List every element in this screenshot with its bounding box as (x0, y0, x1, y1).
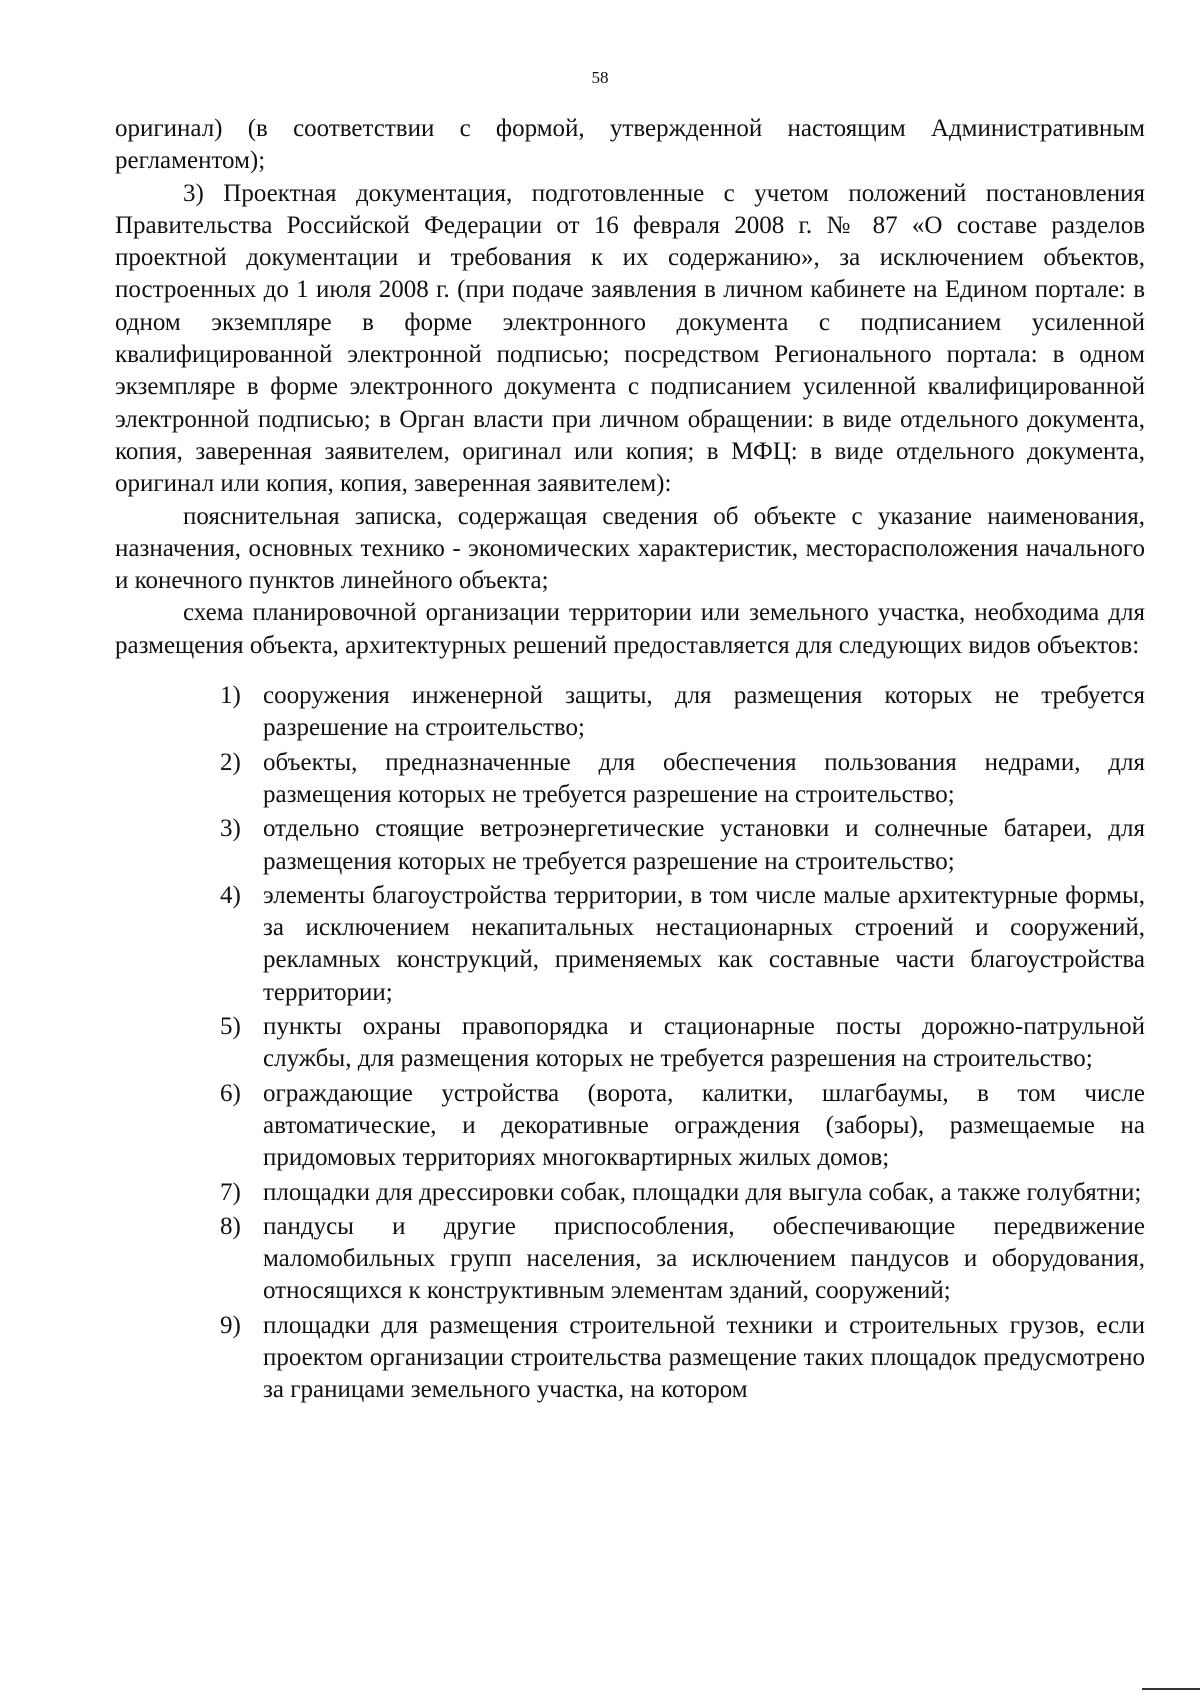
paragraph-explanatory-note: пояснительная записка, содержащая сведения об объекте с указание наименования, назначения, основных технико - экономических характеристик, месторасположения начального и конечного пунктов линейного объекта; (115, 502, 1145, 595)
list-item-text: объекты, предназначенные для обеспечения пользования недрами, для размещения которых не требуется разрешение на строительство; (263, 748, 1145, 808)
list-item (115, 1211, 1145, 1308)
list-item-text: отдельно стоящие ветроэнергетические установки и солнечные батареи, для размещения которых не требуется разрешение на строительство; (263, 815, 1145, 875)
object-types-list (115, 680, 1145, 1407)
list-item-number: 5) (220, 1013, 241, 1041)
list-item-number: 1) (220, 682, 241, 710)
list-item-number: 6) (220, 1079, 241, 1107)
list-item (115, 680, 1145, 745)
list-item-text: пандусы и другие приспособления, обеспечивающие передвижение маломобильных групп населения, за исключением пандусов и оборудования, относящихся к конструктивным элементам зданий, сооружений; (263, 1212, 1145, 1305)
paragraph-site-plan: схема планировочной организации территории или земельного участка, необходима для размещения объекта, архитектурных решений предоставляется для следующих видов объектов: (115, 599, 1145, 659)
list-item-number: 2) (220, 748, 241, 776)
list-item-text: пункты охраны правопорядка и стационарные посты дорожно-патрульной службы, для размещения которых не требуется разрешения на строительство; (263, 1013, 1145, 1073)
list-item-text: сооружения инженерной защиты, для размещения которых не требуется разрешение на строительство; (263, 682, 1145, 742)
list-item (115, 1011, 1145, 1076)
paragraph-continuation: оригинал) (в соответствии с формой, утвержденной настоящим Административным регламентом); (115, 115, 1145, 175)
list-item (115, 1078, 1145, 1175)
list-item-text: площадки для дрессировки собак, площадки для выгула собак, а также голубятни; (263, 1178, 1142, 1206)
list-item (115, 747, 1145, 812)
list-item-number: 9) (220, 1311, 241, 1339)
scan-edge-line (1142, 1688, 1200, 1690)
list-item-number: 8) (220, 1212, 241, 1240)
document-body (115, 113, 1145, 1409)
list-item-text: площадки для размещения строительной техники и строительных грузов, если проектом организации строительства размещение таких площадок предусмотрено за границами земельного участка, на котором (263, 1311, 1145, 1404)
list-item-text: ограждающие устройства (ворота, калитки, шлагбаумы, в том числе автоматические, и декоративные ограждения (заборы), размещаемые на придомовых территориях многоквартирных жилых домов; (263, 1079, 1145, 1172)
list-item-number: 4) (220, 881, 241, 909)
list-item (115, 1177, 1145, 1209)
list-item-text: элементы благоустройства территории, в том числе малые архитектурные формы, за исключением некапитальных нестационарных строений и сооружений, рекламных конструкций, применяемых как составные части благоустройства территории; (263, 881, 1145, 1006)
list-item (115, 1310, 1145, 1407)
page-number: 58 (591, 68, 609, 87)
list-item-number: 7) (220, 1178, 241, 1206)
list-item-number: 3) (220, 815, 241, 843)
list-item (115, 813, 1145, 878)
paragraph-project-documentation: 3) Проектная документация, подготовленные с учетом положений постановления Правительства Российской Федерации от 16 февраля 2008 г. № 87 «О составе разделов проектной документации и требования к их содержанию», за исключением объектов, построенных до 1 июля 2008 г. (при подаче заявления в личном кабинете на Едином портале: в одном экземпляре в форме электронного документа с подписанием усиленной квалифицированной электронной подписью; посредством Регионального портала: в одном экземпляре в форме электронного документа с подписанием усиленной квалифицированной электронной подписью; в Орган власти при личном обращении: в виде отдельного документа, копия, заверенная заявителем, оригинал или копия; в МФЦ: в виде отдельного документа, оригинал или копия, копия, заверенная заявителем): (115, 179, 1145, 498)
list-item (115, 880, 1145, 1009)
